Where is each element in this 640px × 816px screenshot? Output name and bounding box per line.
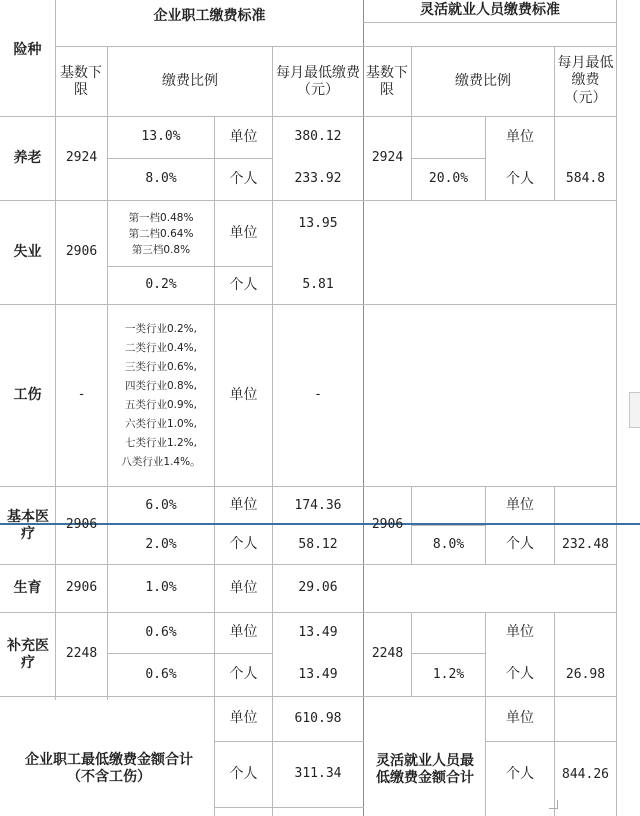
flex-total-amount: 844.26	[562, 766, 609, 782]
supplementary-label: 补充医疗	[7, 637, 49, 671]
unemployment-base: 2906	[65, 244, 98, 260]
tier-item: 第一档0.48%	[128, 211, 194, 224]
medical-flex-amount: 232.48	[562, 536, 609, 552]
industry-item: 八类行业1.4%。	[121, 455, 201, 468]
maternity-label: 生育	[13, 579, 42, 596]
industry-item: 七类行业1.2%,	[124, 436, 197, 449]
insurance-type-header: 险种	[13, 42, 42, 59]
maternity-base: 2906	[65, 580, 98, 596]
medical-flex-base: 2906	[371, 517, 404, 533]
pension-base: 2924	[65, 150, 98, 166]
pension-personal-label: 个人	[229, 170, 258, 187]
supplementary-unit-amount: 13.49	[298, 624, 338, 640]
total-unit-amount: 610.98	[294, 710, 342, 726]
flex-ratio-header: 缴费比例	[455, 72, 511, 89]
enterprise-header: 企业职工缴费标准	[153, 8, 266, 25]
flex-total-unit-label: 单位	[506, 710, 534, 727]
tier-item: 第二档0.64%	[128, 227, 194, 240]
supplementary-flex-rate: 1.2%	[432, 666, 465, 682]
medical-personal-amount: 58.12	[298, 536, 338, 552]
medical-flex-rate: 8.0%	[432, 536, 465, 552]
grid-line	[363, 22, 616, 23]
injury-base: -	[77, 387, 86, 403]
pension-flex-personal-label: 个人	[506, 170, 534, 187]
flexible-header: 灵活就业人员缴费标准	[420, 2, 560, 19]
monthly-min-header: 每月最低缴费（元）	[276, 64, 360, 98]
flex-base-floor-header: 基数下限	[366, 64, 408, 98]
pension-label: 养老	[13, 149, 42, 166]
unemployment-tiers	[108, 201, 214, 266]
industry-item: 六类行业1.0%,	[124, 417, 197, 430]
supplementary-flex-amount: 26.98	[565, 666, 606, 682]
medical-unit-amount: 174.36	[294, 497, 342, 513]
supplementary-base: 2248	[65, 646, 98, 662]
supplementary-flex-personal-label: 个人	[506, 666, 534, 683]
pension-flex-rate: 20.0%	[428, 171, 469, 187]
unemployment-label: 失业	[13, 243, 42, 260]
flex-total-label: 灵活就业人员最低缴费金额合计	[376, 752, 474, 786]
grid-line	[616, 0, 617, 816]
supplementary-flex-base: 2248	[371, 646, 404, 662]
pension-unit-amount: 380.12	[294, 129, 342, 145]
injury-unit-label: 单位	[229, 386, 258, 403]
maternity-amount: 29.06	[298, 580, 338, 596]
ratio-header: 缴费比例	[162, 72, 218, 89]
pension-unit-rate: 13.0%	[141, 129, 181, 145]
medical-unit-label: 单位	[229, 497, 258, 514]
industry-item: 一类行业0.2%,	[124, 322, 197, 335]
pension-unit-label: 单位	[229, 128, 258, 145]
maternity-rate: 1.0%	[145, 580, 177, 596]
enterprise-total-label: 企业职工最低缴费金额合计（不含工伤）	[25, 751, 193, 785]
pension-flex-amount: 584.8	[565, 171, 606, 187]
medical-unit-rate: 6.0%	[145, 497, 177, 513]
pension-flex-base: 2924	[371, 150, 404, 166]
pension-personal-rate: 8.0%	[145, 171, 177, 187]
pension-personal-amount: 233.92	[294, 171, 342, 187]
flex-total-personal-label: 个人	[506, 766, 534, 783]
industry-item: 二类行业0.4%,	[124, 341, 197, 354]
scroll-handle[interactable]	[629, 392, 640, 428]
unemployment-unit-amount: 13.95	[298, 215, 338, 231]
tier-item: 第三档0.8%	[131, 243, 191, 256]
supplementary-personal-rate: 0.6%	[145, 666, 177, 682]
resize-corner-icon	[549, 800, 558, 809]
base-floor-header: 基数下限	[60, 64, 102, 98]
total-personal-amount: 311.34	[294, 766, 342, 782]
supplementary-unit-label: 单位	[229, 624, 258, 641]
industry-item: 五类行业0.9%,	[124, 398, 197, 411]
medical-personal-rate: 2.0%	[145, 536, 177, 552]
supplementary-unit-rate: 0.6%	[145, 624, 177, 640]
industry-item: 三类行业0.6%,	[124, 360, 197, 373]
supplementary-personal-label: 个人	[229, 666, 258, 683]
unemployment-personal-amount: 5.81	[302, 277, 334, 293]
medical-flex-personal-label: 个人	[506, 536, 534, 553]
total-personal-label: 个人	[229, 765, 258, 782]
unemployment-personal-rate: 0.2%	[145, 277, 177, 293]
unemployment-unit-label: 单位	[229, 224, 258, 241]
maternity-unit-label: 单位	[229, 579, 258, 596]
injury-amount: -	[314, 387, 322, 403]
medical-personal-label: 个人	[229, 536, 258, 553]
injury-industry-rates	[108, 305, 214, 486]
industry-item: 四类行业0.8%,	[124, 379, 197, 392]
injury-label: 工伤	[13, 386, 42, 403]
supplementary-personal-amount: 13.49	[298, 666, 338, 682]
pension-flex-unit-label: 单位	[506, 128, 534, 145]
total-unit-label: 单位	[229, 710, 258, 727]
medical-flex-unit-label: 单位	[506, 497, 534, 514]
grid-line	[214, 807, 364, 808]
supplementary-flex-unit-label: 单位	[506, 624, 534, 641]
medical-label: 基本医疗	[7, 508, 49, 542]
flex-monthly-min-header: 每月最低缴费（元）	[557, 54, 614, 106]
unemployment-personal-label: 个人	[229, 276, 258, 293]
medical-base: 2906	[65, 517, 98, 533]
